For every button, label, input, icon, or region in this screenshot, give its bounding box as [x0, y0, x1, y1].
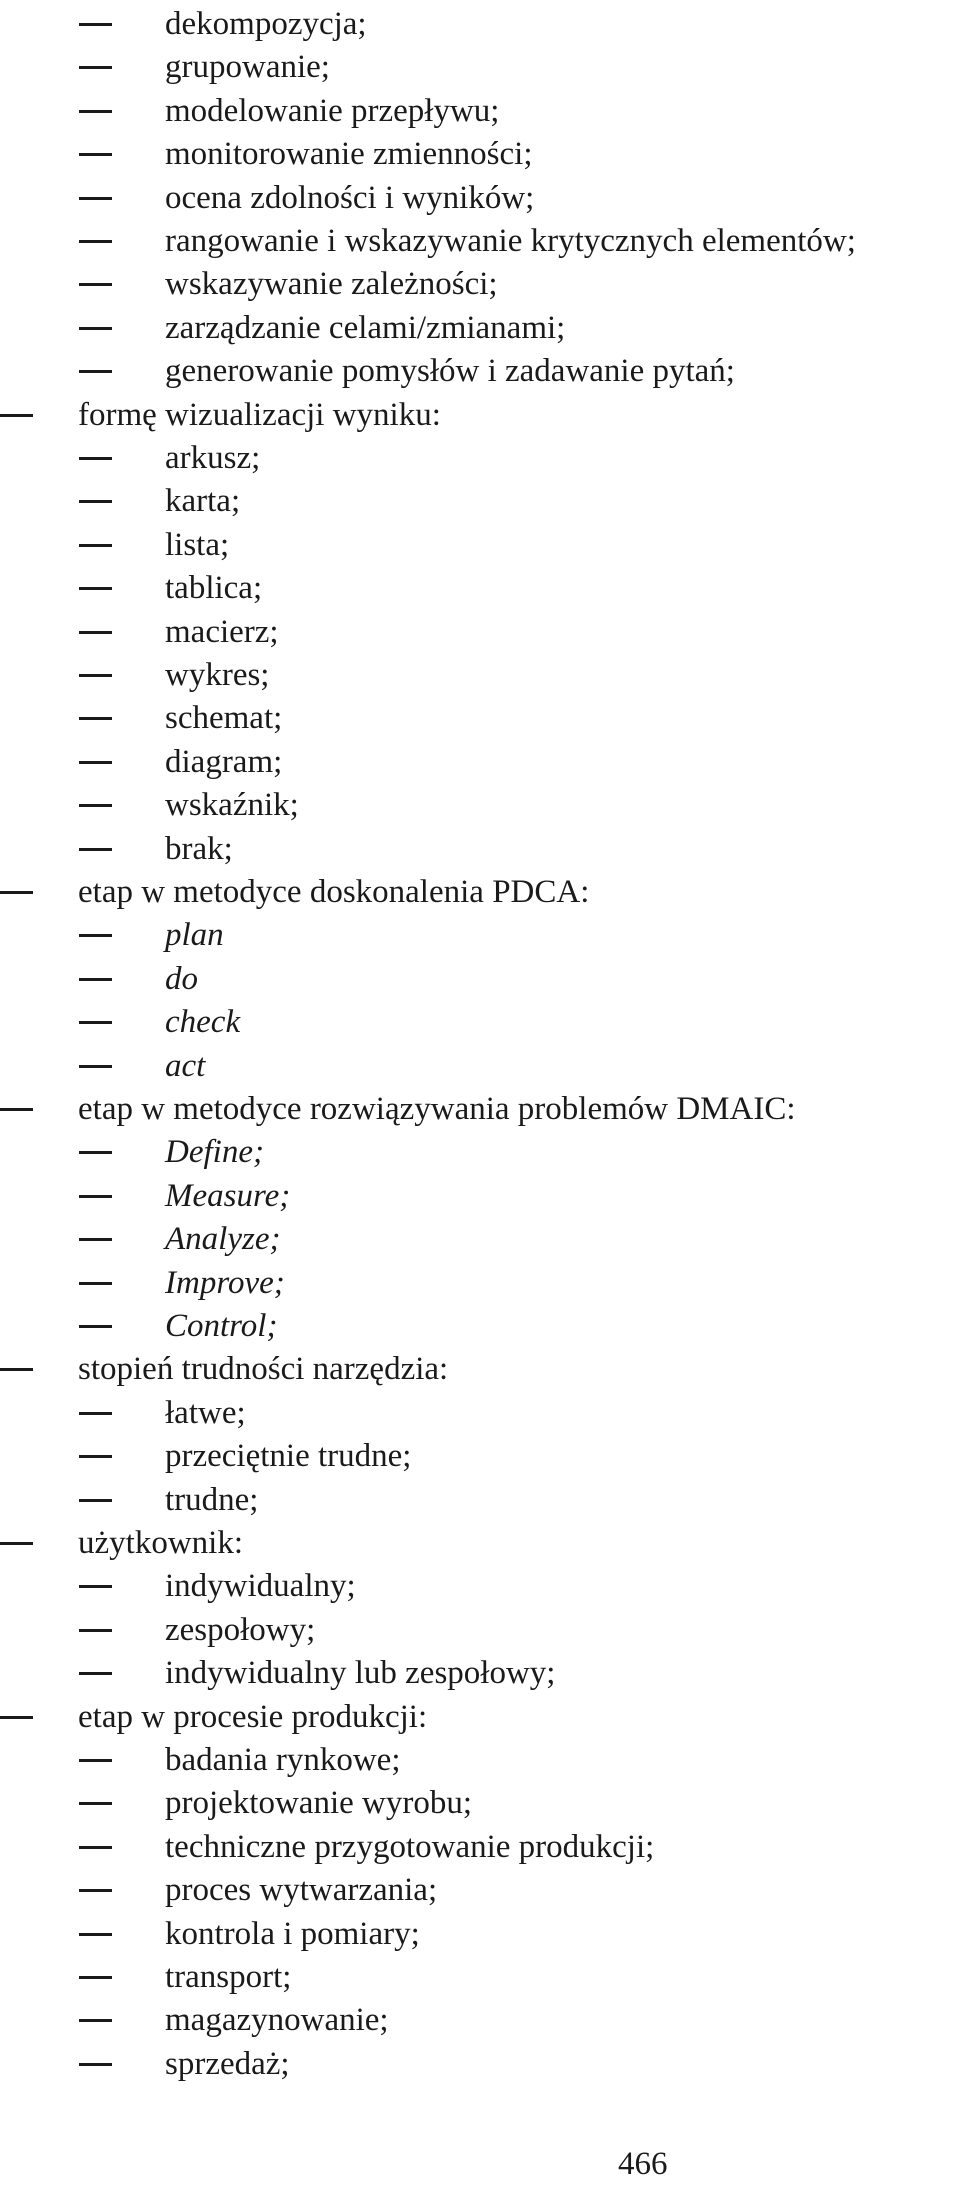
list-item: [0, 915, 960, 955]
list-item-text: dekompozycja;: [165, 6, 367, 42]
list-item-text: formę wizualizacji wyniku:: [78, 396, 441, 433]
dash-bullet-icon: [79, 1325, 112, 1328]
list-item-text: etap w metodyce rozwiązywania problemów DMAIC:: [78, 1091, 796, 1127]
dash-bullet-icon: [79, 1585, 112, 1588]
list-item: [0, 47, 960, 87]
dash-bullet-icon: [79, 1976, 112, 1979]
dash-bullet-icon: [79, 500, 112, 503]
dash-bullet-icon: [79, 1065, 112, 1068]
dash-bullet-icon: [79, 240, 112, 243]
list-item-text: karta;: [165, 483, 241, 520]
list-item: [0, 1436, 960, 1476]
list-item-text: Control;: [165, 1308, 278, 1344]
list-item-text: etap w metodyce doskonalenia PDCA:: [78, 874, 590, 910]
list-item-text: Improve;: [165, 1264, 285, 1301]
list-item: [0, 134, 960, 174]
dash-bullet-icon: [0, 414, 33, 417]
dash-bullet-icon: [79, 1499, 112, 1502]
dash-bullet-icon: [79, 761, 112, 764]
list-item: [0, 1783, 960, 1823]
list-item-text: zarządzanie celami/zmianami;: [165, 309, 566, 346]
list-item-text: brak;: [165, 830, 233, 867]
list-item-text: macierz;: [165, 613, 279, 650]
list-item-text: magazynowanie;: [165, 2002, 389, 2039]
dash-bullet-icon: [79, 283, 112, 286]
list-item-text: wskazywanie zależności;: [165, 266, 498, 303]
dash-bullet-icon: [79, 674, 112, 677]
list-item: [0, 308, 960, 348]
list-item-text: monitorowanie zmienności;: [165, 136, 533, 173]
dash-bullet-icon: [79, 978, 112, 981]
list-item-text: kontrola i pomiary;: [165, 1915, 420, 1952]
list-item-text: badania rynkowe;: [165, 1742, 401, 1778]
dash-bullet-icon: [79, 1933, 112, 1936]
list-item: [0, 4, 960, 44]
list-item-text: rangowanie i wskazywanie krytycznych elementów;: [165, 223, 856, 259]
list-item-text: Analyze;: [165, 1221, 281, 1258]
dash-bullet-icon: [79, 1455, 112, 1458]
list-item-text: transport;: [165, 1959, 292, 1995]
list-item-text: lista;: [165, 526, 230, 563]
list-item-text: tablica;: [165, 570, 263, 607]
list-item-text: projektowanie wyrobu;: [165, 1785, 473, 1822]
list-item-text: plan: [165, 917, 224, 954]
list-item-text: wskaźnik;: [165, 787, 299, 824]
page-number: 466: [618, 2146, 668, 2182]
list-item: [0, 438, 960, 478]
dash-bullet-icon: [79, 1889, 112, 1892]
list-item: [0, 1263, 960, 1303]
list-item-text: stopień trudności narzędzia:: [78, 1351, 449, 1388]
dash-bullet-icon: [79, 717, 112, 720]
list-item-text: przeciętnie trudne;: [165, 1438, 412, 1475]
list-heading: [0, 1349, 960, 1389]
list-item: [0, 698, 960, 738]
dash-bullet-icon: [79, 327, 112, 330]
list-item-text: trudne;: [165, 1481, 259, 1518]
list-item: [0, 1002, 960, 1042]
list-item-text: łatwe;: [165, 1394, 246, 1431]
dash-bullet-icon: [79, 23, 112, 26]
list-heading: [0, 1089, 960, 1129]
list-item-text: act: [165, 1047, 206, 1084]
dash-bullet-icon: [0, 1368, 33, 1371]
list-item-text: check: [165, 1004, 241, 1041]
list-item-text: indywidualny lub zespołowy;: [165, 1655, 556, 1692]
dash-bullet-icon: [0, 1542, 33, 1545]
list-heading: [0, 1697, 960, 1737]
dash-bullet-icon: [79, 1629, 112, 1632]
dash-bullet-icon: [79, 1021, 112, 1024]
list-item: [0, 481, 960, 521]
dash-bullet-icon: [79, 66, 112, 69]
list-item-text: schemat;: [165, 700, 283, 737]
dash-bullet-icon: [0, 1108, 33, 1111]
dash-bullet-icon: [79, 1759, 112, 1762]
list-item: [0, 1870, 960, 1910]
dash-bullet-icon: [79, 1802, 112, 1805]
list-heading: [0, 395, 960, 435]
list-item-text: do: [165, 960, 198, 997]
list-item: [0, 1480, 960, 1520]
list-item: [0, 785, 960, 825]
dash-bullet-icon: [79, 848, 112, 851]
list-item: [0, 1132, 960, 1172]
list-item-text: arkusz;: [165, 440, 261, 476]
dash-bullet-icon: [79, 153, 112, 156]
dash-bullet-icon: [79, 1238, 112, 1241]
list-item: [0, 1610, 960, 1650]
dash-bullet-icon: [79, 1412, 112, 1415]
list-item-text: wykres;: [165, 657, 270, 693]
dash-bullet-icon: [79, 1846, 112, 1849]
list-item: [0, 2000, 960, 2040]
list-item: [0, 742, 960, 782]
dash-bullet-icon: [79, 1151, 112, 1154]
list-item-text: modelowanie przepływu;: [165, 92, 500, 129]
list-item-text: ocena zdolności i wyników;: [165, 179, 535, 216]
list-item-text: diagram;: [165, 743, 283, 780]
list-item: [0, 1306, 960, 1346]
list-item: [0, 1393, 960, 1433]
dash-bullet-icon: [79, 587, 112, 590]
dash-bullet-icon: [79, 197, 112, 200]
dash-bullet-icon: [0, 891, 33, 894]
list-item: [0, 525, 960, 565]
dash-bullet-icon: [79, 370, 112, 373]
list-item: [0, 1827, 960, 1867]
list-item: [0, 829, 960, 869]
list-item-text: proces wytwarzania;: [165, 1872, 438, 1909]
list-item: [0, 1176, 960, 1216]
list-item: [0, 1914, 960, 1954]
dash-bullet-icon: [79, 631, 112, 634]
dash-bullet-icon: [79, 1195, 112, 1198]
list-item: [0, 1740, 960, 1780]
dash-bullet-icon: [79, 2019, 112, 2022]
list-item: [0, 1046, 960, 1086]
list-heading: [0, 1523, 960, 1563]
list-item-text: techniczne przygotowanie produkcji;: [165, 1828, 655, 1865]
list-item: [0, 568, 960, 608]
list-item-text: zespołowy;: [165, 1611, 316, 1648]
list-item-text: sprzedaż;: [165, 2045, 290, 2082]
dash-bullet-icon: [79, 1282, 112, 1285]
dash-bullet-icon: [79, 544, 112, 547]
list-item-text: indywidualny;: [165, 1568, 356, 1605]
list-item: [0, 655, 960, 695]
dash-bullet-icon: [79, 1672, 112, 1675]
dash-bullet-icon: [79, 934, 112, 937]
list-item: [0, 1957, 960, 1997]
dash-bullet-icon: [79, 457, 112, 460]
list-item: [0, 221, 960, 261]
list-item-text: grupowanie;: [165, 49, 330, 86]
list-heading: [0, 872, 960, 912]
list-item: [0, 91, 960, 131]
list-item: [0, 351, 960, 391]
list-item-text: etap w procesie produkcji:: [78, 1698, 428, 1735]
list-item: [0, 1219, 960, 1259]
list-item: [0, 2044, 960, 2084]
dash-bullet-icon: [79, 2063, 112, 2066]
list-item-text: generowanie pomysłów i zadawanie pytań;: [165, 353, 735, 390]
dash-bullet-icon: [79, 804, 112, 807]
dash-bullet-icon: [79, 110, 112, 113]
list-item: [0, 612, 960, 652]
list-item-text: Measure;: [165, 1177, 291, 1214]
list-item: [0, 1653, 960, 1693]
list-item: [0, 264, 960, 304]
list-item-text: Define;: [165, 1134, 264, 1171]
list-item-text: użytkownik:: [78, 1525, 243, 1561]
list-item: [0, 178, 960, 218]
dash-bullet-icon: [0, 1716, 33, 1719]
list-item: [0, 959, 960, 999]
list-item: [0, 1566, 960, 1606]
